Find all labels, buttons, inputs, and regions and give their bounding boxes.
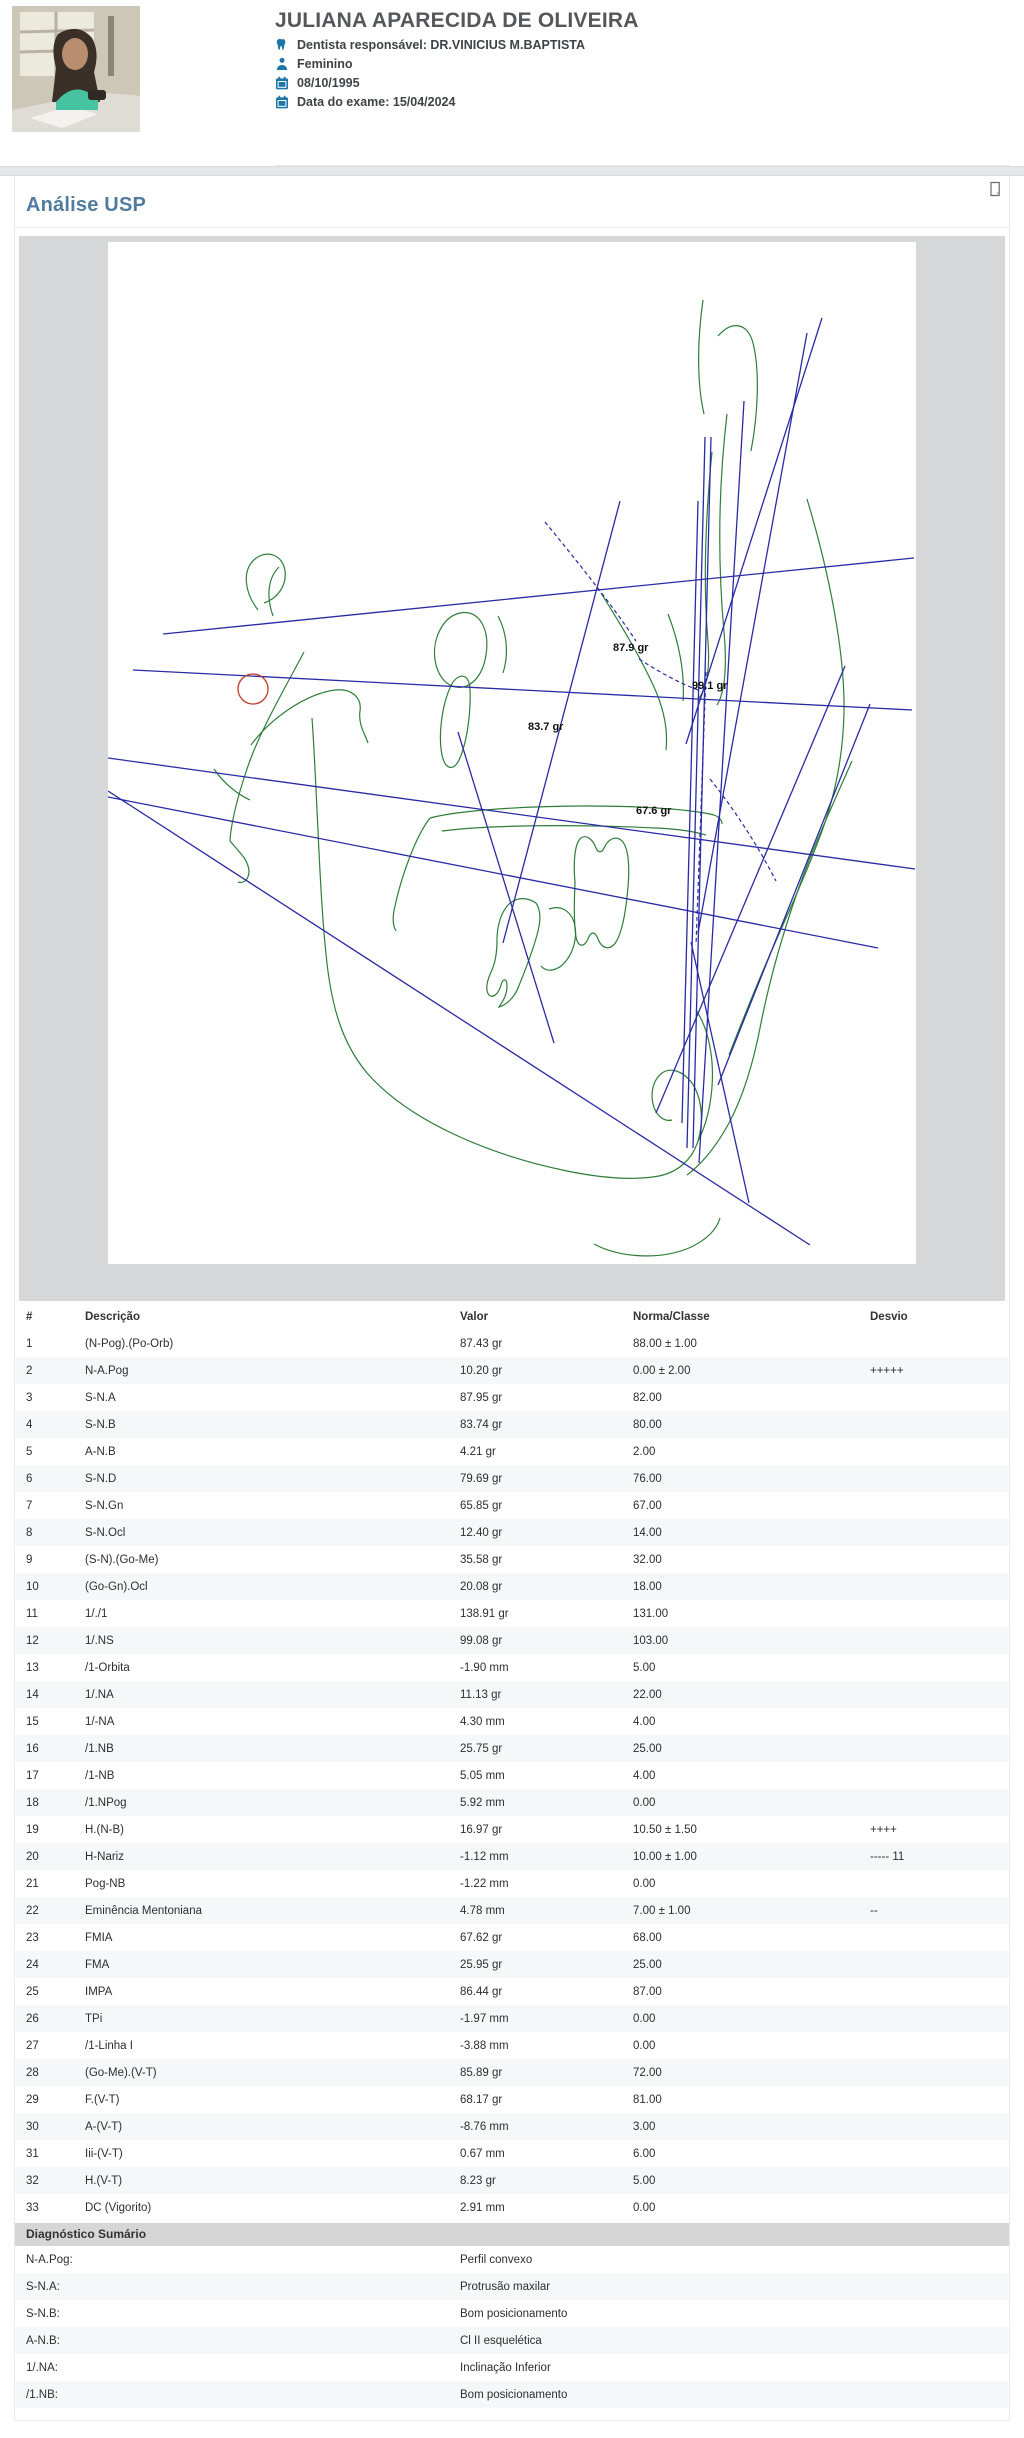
col-header-value: Valor [460,1311,489,1323]
diagnosis-row [15,2300,1009,2327]
table-cell: H.(N-B) [85,1823,124,1836]
table-cell: 10.50 ± 1.50 [633,1823,697,1836]
table-cell: 4.21 gr [460,1445,496,1458]
table-cell: 7 [26,1499,33,1512]
col-header-num: # [26,1311,33,1323]
page-title: Análise USP [26,194,147,216]
table-cell: 3 [26,1391,33,1404]
table-row [15,1600,1009,1627]
landmark-circle [238,674,268,704]
table-cell: 103.00 [633,1634,669,1647]
table-row [15,1384,1009,1411]
table-cell: 26 [26,2012,39,2025]
table-cell: 28 [26,2066,39,2079]
table-cell: 25.75 gr [460,1742,503,1755]
table-cell: 0.00 [633,2039,656,2052]
gender-label: Feminino [297,57,353,71]
table-cell: /1.NB [85,1742,114,1755]
table-cell: +++++ [870,1364,904,1377]
table-cell: 6 [26,1472,33,1485]
table-cell: 87.43 gr [460,1337,503,1350]
table-row [15,1627,1009,1654]
table-cell: 32.00 [633,1553,662,1566]
exam-date-row [275,95,895,109]
table-cell: 33 [26,2201,39,2214]
table-cell: 0.00 ± 2.00 [633,1364,691,1377]
table-row [15,1924,1009,1951]
diagnosis-label: S-N.B: [26,2307,60,2320]
angle-label: 67.6 gr [636,805,672,817]
table-cell: 68.17 gr [460,2093,503,2106]
table-cell: 0.00 [633,2201,656,2214]
table-row [15,1870,1009,1897]
table-cell: 99.08 gr [460,1634,503,1647]
table-cell: 2.00 [633,1445,656,1458]
col-header-deviation: Desvio [870,1311,908,1323]
table-cell: -1.12 mm [460,1850,509,1863]
table-row [15,1411,1009,1438]
angle-label: 83.7 gr [528,721,564,733]
exam-date-label: Data do exame: 15/04/2024 [297,95,456,109]
table-cell: 25 [26,1985,39,1998]
table-cell: 32 [26,2174,39,2187]
table-cell: 13 [26,1661,39,1674]
ceph-tracing [108,242,916,1264]
table-cell [870,1951,1009,1978]
table-row [15,1492,1009,1519]
table-cell: 87.95 gr [460,1391,503,1404]
table-cell: 16.97 gr [460,1823,503,1836]
table-row [15,2005,1009,2032]
diagnosis-row [15,2273,1009,2300]
table-row [15,1654,1009,1681]
table-cell: 85.89 gr [460,2066,503,2079]
table-row [15,1546,1009,1573]
diagnosis-row [15,2381,1009,2408]
angle-label: 87.9 gr [613,642,649,654]
table-cell: 14.00 [633,1526,662,1539]
table-cell: 1/.NA [85,1688,114,1701]
table-row [15,1762,1009,1789]
person-icon [275,57,289,71]
table-row [15,1438,1009,1465]
table-cell: /1.NPog [85,1796,127,1809]
table-cell: S-N.D [85,1472,117,1485]
table-cell: 2.91 mm [460,2201,505,2214]
table-cell: 35.58 gr [460,1553,503,1566]
table-row [15,2032,1009,2059]
table-cell: 86.44 gr [460,1985,503,1998]
table-cell: 20 [26,1850,39,1863]
table-cell: 2 [26,1364,33,1377]
table-cell [870,1627,1009,1654]
diagnosis-value: Cl II esquelética [460,2334,542,2347]
table-cell [870,2086,1009,2113]
table-cell: 25.95 gr [460,1958,503,1971]
table-cell [870,1681,1009,1708]
analysis-card [14,176,1010,2421]
table-cell: FMIA [85,1931,113,1944]
table-cell: Eminência Mentoniana [85,1904,202,1917]
table-cell: 82.00 [633,1391,662,1404]
diagnosis-body [15,2246,1009,2408]
dentist-row [275,38,895,52]
table-cell [870,1600,1009,1627]
header-divider [275,165,1010,166]
measurements-table [15,1304,1009,2221]
table-cell [870,1546,1009,1573]
table-cell: /1-NB [85,1769,115,1782]
table-cell: -1.90 mm [460,1661,509,1674]
skull-tracing-green [214,300,852,1256]
table-row [15,1816,1009,1843]
table-cell: F.(V-T) [85,2093,120,2106]
angle-label: 99.1 gr [692,680,728,692]
table-row [15,1735,1009,1762]
table-cell: 138.91 gr [460,1607,509,1620]
table-cell: 6.00 [633,2147,656,2160]
table-cell: 22 [26,1904,39,1917]
birth-date-label: 08/10/1995 [297,76,360,90]
table-cell [870,1411,1009,1438]
diagnosis-value: Perfil convexo [460,2253,533,2266]
tooth-icon [275,38,289,52]
table-cell: 87.00 [633,1985,662,1998]
patient-info [275,8,895,109]
table-cell: 88.00 ± 1.00 [633,1337,697,1350]
table-cell: 4.30 mm [460,1715,505,1728]
patient-header [0,0,1024,166]
table-cell: 11 [26,1607,38,1620]
table-cell: A-(V-T) [85,2120,123,2133]
table-cell: 27 [26,2039,39,2052]
table-cell [870,1519,1009,1546]
table-cell: (S-N).(Go-Me) [85,1553,159,1566]
table-cell: 18 [26,1796,39,1809]
table-row [15,2140,1009,2167]
table-cell: (Go-Me).(V-T) [85,2066,157,2079]
calendar-icon [275,76,289,90]
table-cell: 5 [26,1445,33,1458]
table-cell: 31 [26,2147,39,2160]
table-cell: S-N.B [85,1418,116,1431]
table-row [15,1789,1009,1816]
table-cell: TPi [85,2012,103,2025]
table-cell [870,1654,1009,1681]
table-cell: 0.00 [633,1877,656,1890]
table-cell: 83.74 gr [460,1418,503,1431]
table-cell [870,1384,1009,1411]
table-cell [870,2140,1009,2167]
table-cell: 67.62 gr [460,1931,503,1944]
table-header-row [15,1304,1009,1330]
table-cell: S-N.Gn [85,1499,124,1512]
table-cell: ----- 11 [870,1850,905,1863]
calendar-icon [275,95,289,109]
table-cell: 1/-NA [85,1715,115,1728]
col-header-norm: Norma/Classe [633,1311,710,1323]
table-row [15,1708,1009,1735]
table-cell: DC (Vigorito) [85,2201,152,2214]
table-cell: -1.22 mm [460,1877,509,1890]
table-cell [870,2194,1009,2221]
table-cell: 19 [26,1823,39,1836]
table-row [15,1573,1009,1600]
table-cell: (N-Pog).(Po-Orb) [85,1337,174,1350]
table-cell [870,1492,1009,1519]
patient-name: JULIANA APARECIDA DE OLIVEIRA [275,9,639,32]
table-row [15,1951,1009,1978]
table-cell: N-A.Pog [85,1364,129,1377]
table-cell: 131.00 [633,1607,669,1620]
table-cell: -3.88 mm [460,2039,509,2052]
table-cell: ++++ [870,1823,897,1836]
table-cell: 5.92 mm [460,1796,505,1809]
table-cell [870,2113,1009,2140]
patient-photo [12,6,140,132]
table-cell: 24 [26,1958,39,1971]
table-cell [870,1762,1009,1789]
table-cell: 5.05 mm [460,1769,505,1782]
table-cell: 12.40 gr [460,1526,503,1539]
dentist-label: Dentista responsável: DR.VINICIUS M.BAPTISTA [297,38,586,52]
table-cell: 7.00 ± 1.00 [633,1904,691,1917]
table-cell: 8.23 gr [460,2174,496,2187]
table-cell: 30 [26,2120,39,2133]
table-row [15,1843,1009,1870]
gender-row [275,57,895,71]
table-cell: H.(V-T) [85,2174,123,2187]
diagnosis-label: S-N.A: [26,2280,60,2293]
table-cell [870,1789,1009,1816]
section-gap [0,166,1024,176]
table-cell [870,1708,1009,1735]
table-cell: /1-Orbita [85,1661,130,1674]
diagnosis-row [15,2246,1009,2273]
table-cell: 1 [26,1337,33,1350]
table-cell: 4 [26,1418,33,1431]
table-cell: 4.00 [633,1715,656,1728]
table-cell: 22.00 [633,1688,662,1701]
table-cell: -- [870,1904,878,1917]
table-row [15,2059,1009,2086]
export-page-icon[interactable] [987,180,1005,198]
table-cell [870,1924,1009,1951]
table-row [15,1330,1009,1357]
table-cell: 67.00 [633,1499,662,1512]
table-cell: 15 [26,1715,39,1728]
table-cell: Iii-(V-T) [85,2147,123,2160]
table-cell: 68.00 [633,1931,662,1944]
diagnosis-table [15,2246,1009,2408]
table-cell [870,2059,1009,2086]
measurements-body [15,1330,1009,2221]
table-cell [870,1573,1009,1600]
table-row [15,1897,1009,1924]
table-cell: IMPA [85,1985,113,1998]
card-head [15,176,1009,228]
table-row [15,1357,1009,1384]
table-cell: 10.20 gr [460,1364,503,1377]
table-cell: 8 [26,1526,33,1539]
table-cell: 4.00 [633,1769,656,1782]
table-cell: /1-Linha I [85,2039,133,2052]
table-cell [870,1870,1009,1897]
table-cell: 0.67 mm [460,2147,505,2160]
table-cell: 17 [26,1769,39,1782]
table-cell [870,1330,1009,1357]
table-cell [870,1465,1009,1492]
table-cell: 18.00 [633,1580,662,1593]
table-cell: 80.00 [633,1418,662,1431]
diagnosis-value: Protrusão maxilar [460,2280,551,2293]
table-cell: -8.76 mm [460,2120,509,2133]
table-cell [870,1735,1009,1762]
table-cell: 0.00 [633,1796,656,1809]
table-cell: 25.00 [633,1958,662,1971]
table-cell: 65.85 gr [460,1499,503,1512]
table-cell: 9 [26,1553,33,1566]
measurement-lines-blue [108,318,915,1245]
table-cell: -1.97 mm [460,2012,509,2025]
table-cell: 11.13 gr [460,1688,502,1701]
table-row [15,2113,1009,2140]
table-cell: 3.00 [633,2120,656,2133]
table-cell: A-N.B [85,1445,116,1458]
table-row [15,2194,1009,2221]
table-cell: FMA [85,1958,110,1971]
table-cell: 5.00 [633,2174,656,2187]
table-cell: 21 [26,1877,39,1890]
diagnosis-label: 1/.NA: [26,2361,58,2374]
table-cell: 0.00 [633,2012,656,2025]
birth-date-row [275,76,895,90]
diagnosis-label: A-N.B: [26,2334,60,2347]
table-cell: 1/./1 [85,1607,108,1620]
diagnosis-row [15,2327,1009,2354]
table-cell: 12 [26,1634,39,1647]
table-cell: 1/.NS [85,1634,114,1647]
table-cell: 16 [26,1742,39,1755]
table-row [15,1519,1009,1546]
angle-arcs-dashed [545,522,776,945]
table-cell [870,2032,1009,2059]
table-cell [870,2167,1009,2194]
table-cell: Pog-NB [85,1877,126,1890]
diagnosis-value: Bom posicionamento [460,2388,568,2401]
table-cell: 10.00 ± 1.00 [633,1850,697,1863]
table-cell [870,2005,1009,2032]
diagnosis-label: /1.NB: [26,2388,58,2401]
table-cell: S-N.Ocl [85,1526,126,1539]
table-cell: 5.00 [633,1661,656,1674]
table-cell: 72.00 [633,2066,662,2079]
table-row [15,1681,1009,1708]
table-cell: 25.00 [633,1742,662,1755]
diagnosis-value: Inclinação Inferior [460,2361,551,2374]
table-row [15,1465,1009,1492]
table-cell: 79.69 gr [460,1472,503,1485]
table-cell: 29 [26,2093,39,2106]
table-row [15,2086,1009,2113]
table-row [15,1978,1009,2005]
table-cell: H-Nariz [85,1850,124,1863]
col-header-description: Descrição [85,1311,140,1323]
diagnosis-label: N-A.Pog: [26,2253,73,2266]
diagnosis-value: Bom posicionamento [460,2307,568,2320]
table-cell [870,1438,1009,1465]
table-cell: 4.78 mm [460,1904,505,1917]
table-cell: 14 [26,1688,39,1701]
table-cell: 20.08 gr [460,1580,503,1593]
table-cell: 23 [26,1931,39,1944]
table-cell: 10 [26,1580,39,1593]
table-cell: 76.00 [633,1472,662,1485]
table-cell: (Go-Gn).Ocl [85,1580,148,1593]
table-cell: S-N.A [85,1391,116,1404]
diagnosis-row [15,2354,1009,2381]
table-cell: 81.00 [633,2093,662,2106]
table-row [15,2167,1009,2194]
diagnosis-header: Diagnóstico Sumário [15,2223,1009,2246]
table-cell [870,1978,1009,2005]
tracing-container [19,236,1005,1301]
